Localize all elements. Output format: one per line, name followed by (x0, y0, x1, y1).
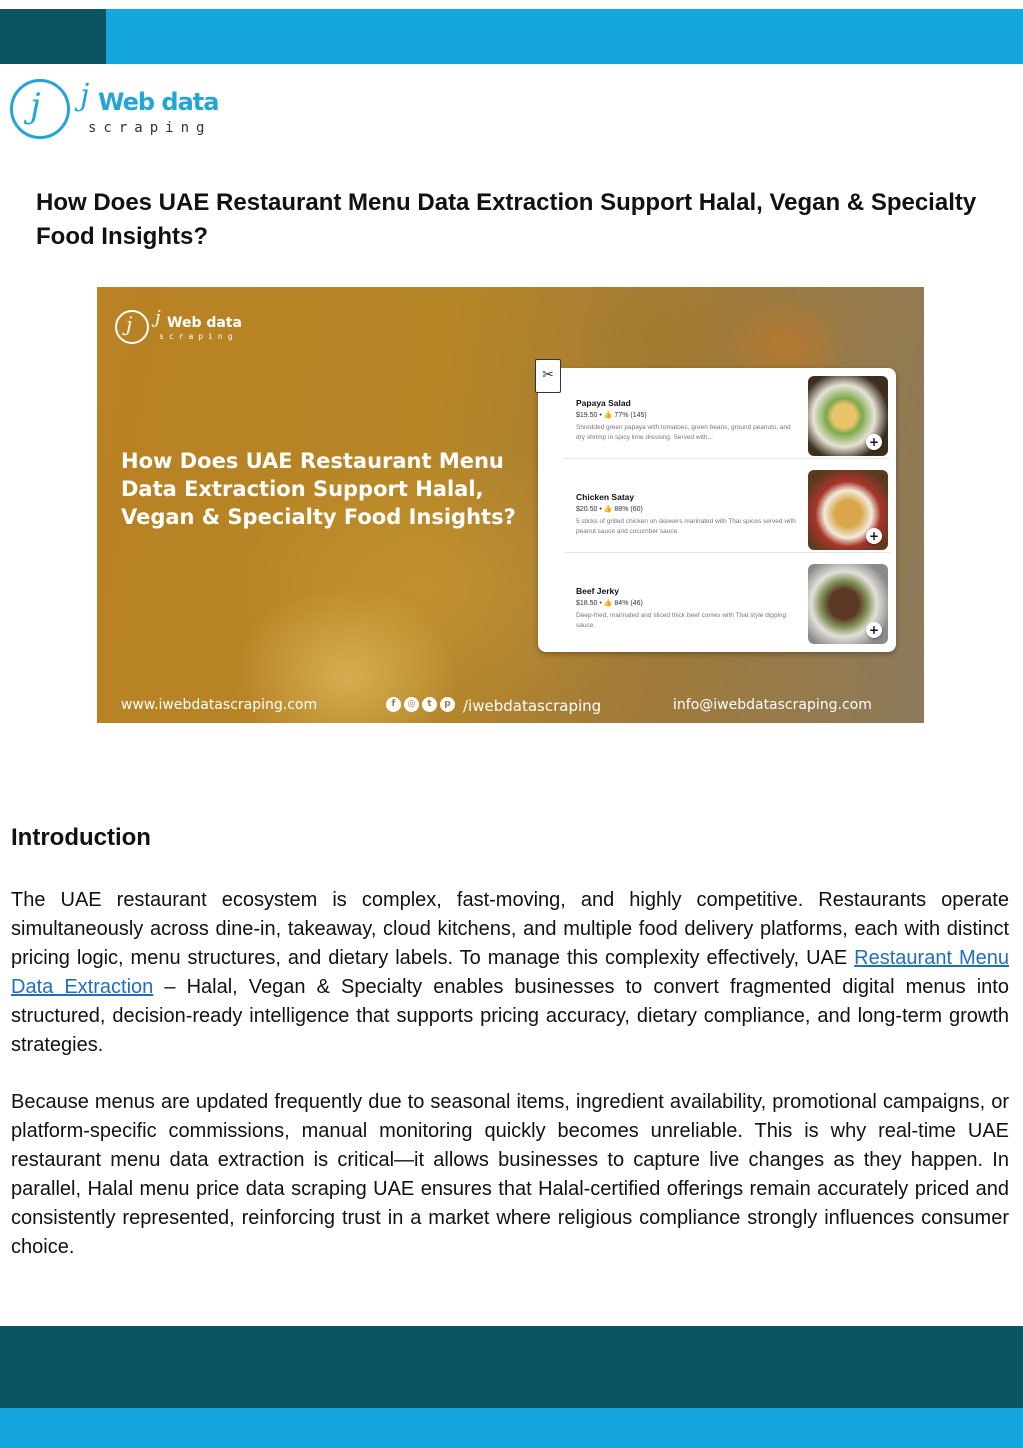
menu-item-price-rating: $19.50 • 👍 77% (145) (576, 412, 647, 419)
chicken-satay-photo (808, 470, 888, 550)
facebook-icon: f (386, 697, 401, 712)
menu-item-description: Deep-fried, marinated and sliced thick beef comes with Thai style dipping sauce. (576, 612, 787, 629)
section-heading-introduction: Introduction (11, 824, 151, 851)
menu-item-name: Beef Jerky (576, 586, 620, 596)
banner-social-handle: /iwebdatascraping (463, 697, 602, 715)
menu-item (564, 564, 890, 646)
pinterest-icon: p (440, 697, 455, 712)
header-bar-light (106, 9, 1023, 64)
menu-item (564, 376, 890, 459)
paragraph-text: The UAE restaurant ecosystem is complex, fast-moving, and highly competitive. Restaurants operate simultaneously across dine-in, takeaway, cloud kitchens, and multiple food delivery platforms, each with distinct pricing logic, menu structures, and dietary labels. To manage this complexity effectively, UAE (11, 889, 1009, 969)
banner-logo-tagline: scraping (159, 332, 238, 341)
logo-tagline: scraping (88, 120, 212, 136)
menu-item-name: Papaya Salad (576, 398, 631, 408)
banner-logo-brand-b: Web data (167, 315, 242, 331)
banner-website: www.iwebdatascraping.com (121, 697, 318, 713)
menu-item-name: Chicken Satay (576, 492, 635, 502)
banner-heading: How Does UAE Restaurant Menu Data Extraction Support Halal, Vegan & Specialty Food Insights? (121, 449, 516, 529)
menu-item (564, 470, 890, 553)
add-item-button: + (866, 434, 882, 450)
menu-card (538, 368, 896, 652)
add-item-button: + (866, 528, 882, 544)
menu-book-icon: ✂ (535, 359, 561, 393)
menu-item-price-rating: $20.50 • 👍 88% (60) (576, 506, 643, 513)
beef-jerky-photo (808, 564, 888, 644)
add-item-button: + (866, 622, 882, 638)
papaya-salad-photo (808, 376, 888, 456)
banner-logo-mark: j (126, 312, 133, 336)
twitter-icon: t (422, 697, 437, 712)
menu-item-price-rating: $18.50 • 👍 84% (46) (576, 600, 643, 607)
intro-paragraph-2: Because menus are updated frequently due to seasonal items, ingredient availability, promotional campaigns, or platform-specific commissions, manual monitoring quickly becomes unreliable. This is why real-time UAE restaurant menu data extraction is critical—it allows businesses to capture live changes as they happen. In parallel, Halal menu price data scraping UAE ensures that Halal-certified offerings remain accurately priced and consistently represented, reinforcing trust in a market where religious compliance strongly influences consumer choice. (11, 1091, 1009, 1258)
banner-logo-brand-a: j (155, 307, 161, 328)
logo-brand-b: Web data (98, 88, 219, 116)
paragraph-text: – Halal, Vegan & Specialty enables businesses to convert fragmented digital menus into structured, decision-ready intelligence that supports pricing accuracy, dietary compliance, and long-term growth strategies. (11, 976, 1009, 1056)
document-title: How Does UAE Restaurant Menu Data Extraction Support Halal, Vegan & Specialty Food Insights? (36, 189, 977, 250)
menu-item-description: Shredded green papaya with tomatoes, green beans, ground peanuts, and dry shrimp in spicy lime dressing. Served with... (576, 424, 791, 441)
logo-brand-a: j (80, 78, 90, 113)
brand-logo[interactable] (10, 76, 240, 146)
header-bar-dark (0, 9, 106, 64)
banner-email: info@iwebdatascraping.com (673, 697, 872, 713)
footer-bar-dark (0, 1326, 1023, 1408)
menu-item-description: 5 sticks of grilled chicken on skewers marinated with Thai spices served with peanut sauce and cucumber sauce. (576, 518, 796, 535)
restaurant-menu-data-extraction-link[interactable]: Restaurant Menu Data Extraction (11, 947, 1009, 998)
logo-mark: j (30, 86, 41, 126)
social-icons (386, 697, 455, 712)
footer-bar-light (0, 1408, 1023, 1448)
instagram-icon: ◎ (404, 697, 419, 712)
intro-paragraph-1 (11, 886, 1009, 1060)
hero-banner-image (97, 287, 924, 723)
